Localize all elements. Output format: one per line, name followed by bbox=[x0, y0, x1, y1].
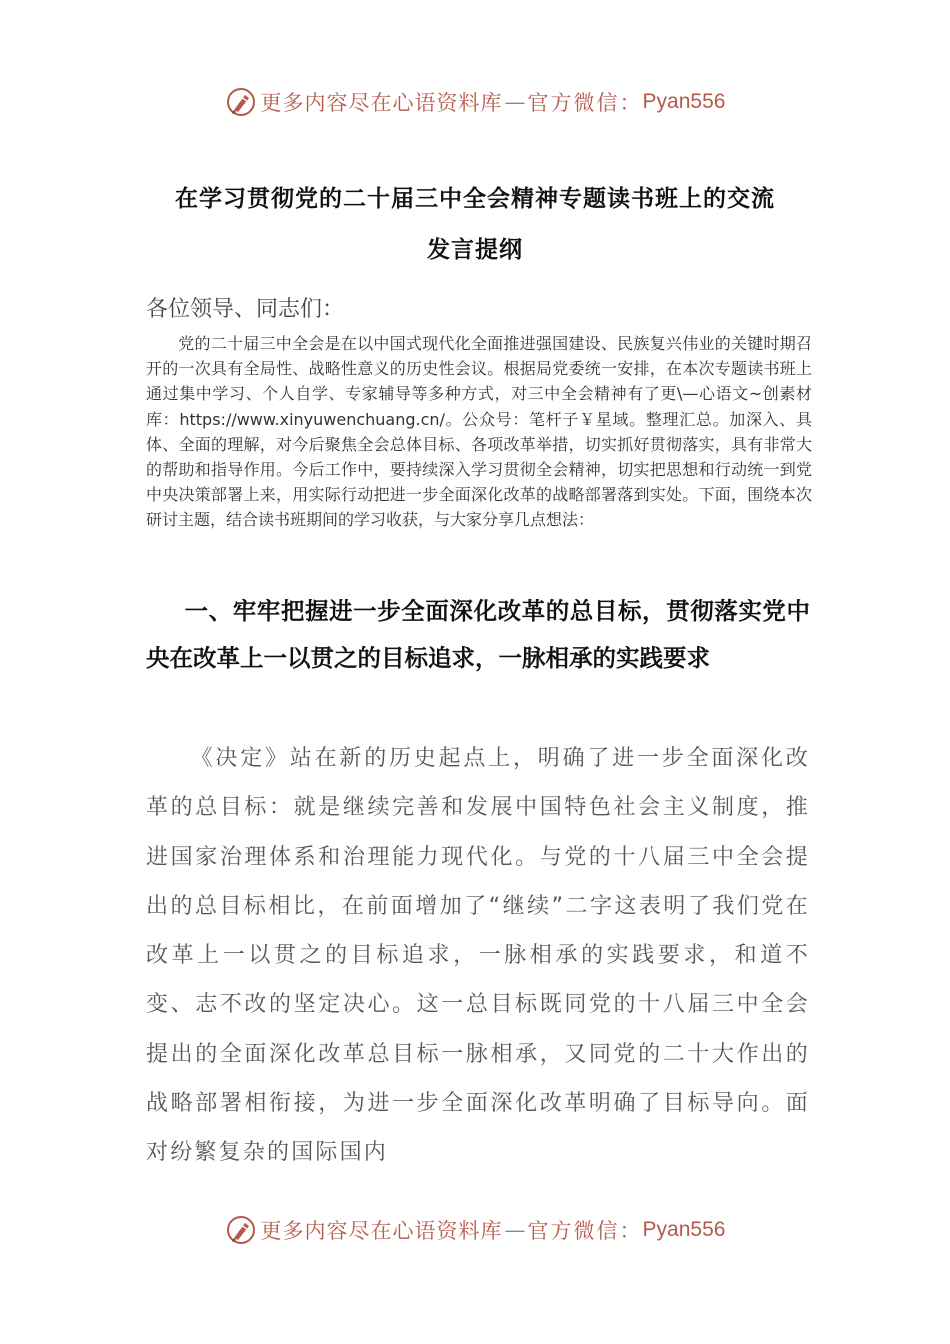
banner-text: 更多内容尽在心语资料库 bbox=[260, 91, 503, 115]
intro-text: 党的二十届三中全会是在以中国式现代化全面推进强国建设、民族复兴伟业的关键时期召开的一次具有全局性、战略性意义的历史性会议。根据局党委统一安排，在本次专题读书班上通过集中学习、个人自学、专家辅导等多种方式，对三中全会精神有了更\—心语文~创素材库：https://www.xinyuwenchuang.cn/。公众号：笔杆子￥星域。整理汇总。加深入、具体、全面的理解，对今后聚焦全会总体目标、各项改革举措，切实抓好贯彻落实，具有非常大的帮助和指导作用。今后工作中，要持续深入学习贯彻全会精神，切实把思想和行动统一到党中央决策部署上来，用实际行动把进一步全面深化改革的战略部署落到实处。下面，围绕本次研讨主题，结合读书班期间的学习收获，与大家分享几点想法： bbox=[146, 334, 812, 530]
greeting: 各位领导、同志们： bbox=[146, 297, 345, 322]
document-title-line2: 发言提纲 bbox=[427, 236, 523, 263]
section-heading-text: 一、牢牢把握进一步全面深化改革的总目标，贯彻落实党中央在改革上一以贯之的目标追求，一脉相承的实践要求 bbox=[146, 597, 810, 672]
section-body bbox=[146, 734, 810, 1178]
intro-paragraph bbox=[146, 331, 812, 533]
pen-nib-logo-icon bbox=[225, 1214, 257, 1246]
header-banner bbox=[0, 82, 950, 122]
wechat-label: 官方微信： bbox=[527, 1219, 643, 1243]
pen-nib-logo-icon bbox=[225, 86, 257, 118]
banner-text: 更多内容尽在心语资料库 bbox=[260, 1219, 503, 1243]
wechat-id: Pyan556 bbox=[642, 1218, 726, 1241]
banner-separator: — bbox=[504, 1218, 526, 1242]
banner-separator: — bbox=[504, 90, 526, 114]
section-body-text: 《决定》站在新的历史起点上，明确了进一步全面深化改革的总目标：就是继续完善和发展中国特色社会主义制度，推进国家治理体系和治理能力现代化。与党的十八届三中全会提出的总目标相比，在前面增加了“继续”二字这表明了我们党在改革上一以贯之的目标追求，一脉相承的实践要求，和道不变、志不改的坚定决心。这一总目标既同党的十八届三中全会提出的全面深化改革总目标一脉相承，又同党的二十大作出的战略部署相衔接，为进一步全面深化改革明确了目标导向。面对纷繁复杂的国际国内 bbox=[146, 746, 810, 1166]
section-heading bbox=[146, 588, 810, 682]
footer-banner bbox=[0, 1210, 950, 1250]
wechat-id: Pyan556 bbox=[642, 90, 726, 113]
wechat-label: 官方微信： bbox=[527, 91, 643, 115]
document-title-line1: 在学习贯彻党的二十届三中全会精神专题读书班上的交流 bbox=[175, 185, 775, 212]
